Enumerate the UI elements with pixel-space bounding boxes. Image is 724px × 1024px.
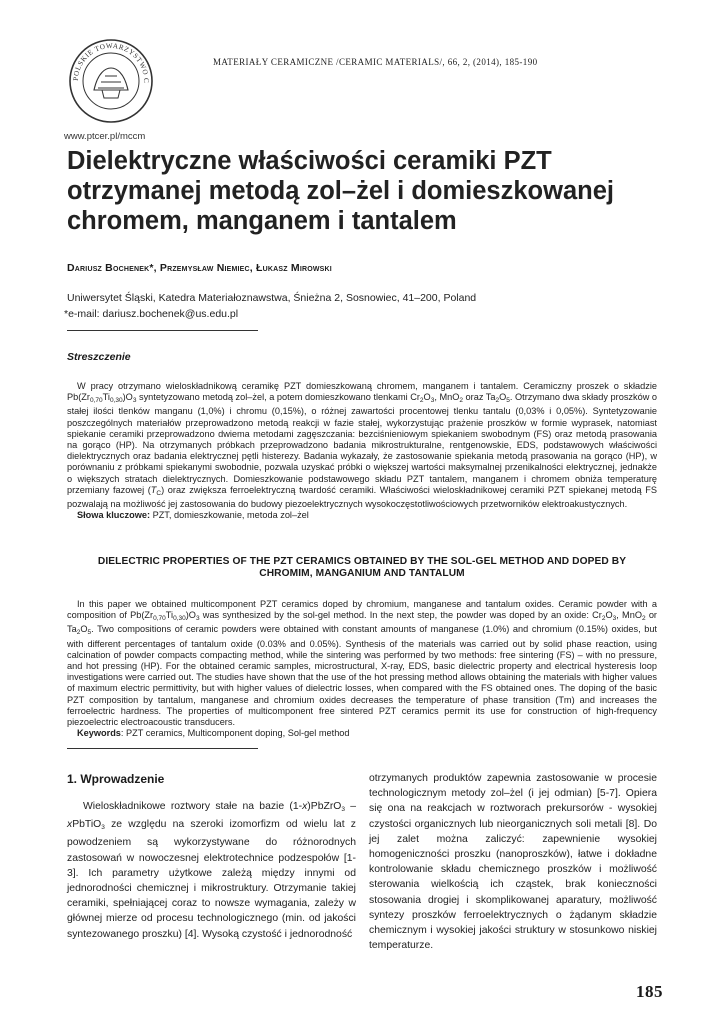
affiliation: Uniwersytet Śląski, Katedra Materiałoznawstwa, Śnieżna 2, Sosnowiec, 41–200, Poland (67, 292, 477, 304)
section-text-right-column (369, 771, 657, 953)
keywords-pl-values: PZT, domieszkowanie, metoda zol–żel (150, 510, 309, 521)
divider-line (67, 330, 258, 331)
article-title: Dielektryczne właściwości ceramiki PZT otrzymanej metodą zol–żel i domieszkowanej chromem, manganem i tantalem (67, 147, 614, 235)
journal-url[interactable]: www.ptcer.pl/mccm (64, 131, 146, 142)
english-title: DIELECTRIC PROPERTIES OF THE PZT CERAMICS OBTAINED BY THE SOL-GEL METHOD AND DOPED BY CHROMIM, MANGANIUM AND TANTALUM (97, 556, 627, 579)
abstract-pl (67, 381, 657, 521)
paragraph: otrzymanych produktów zapewnia zastosowanie w procesie technologicznym metody zol–żel (i jej odmian) [5-7]. Opiera się ona na reakcjach w roztworach prekursorów - wysokiej czystości organicznych lub nieorganicznych soli metali [8]. Do jej zalet można zaliczyć: zapewnienie wysokiej homogeniczności proszku (nanoproszków), łatwe i dokładne kontrolowanie składu chemicznego proszków i możliwość sterowania wielkością ich cząstek, brak konieczności stosowania drogiej i skomplikowanej aparatury, możliwość syntezy proszków ferroelektrycznych o żądanym składzie chemicznym i wysokiej jakości struktury w stosunkowo niskiej temperaturze. (369, 773, 657, 952)
abstract-en (67, 599, 657, 739)
svg-text:POLSKIE TOWARZYSTWO CERAMICZNE: POLSKIE TOWARZYSTWO C (71, 41, 151, 84)
journal-running-head: MATERIAŁY CERAMICZNE /CERAMIC MATERIALS/, 66, 2, (2014), 185-190 (213, 57, 538, 67)
keywords-pl-label: Słowa kluczowe: (77, 510, 151, 521)
keywords-pl (67, 510, 657, 521)
abstract-pl-text: W pracy otrzymano wieloskładnikową ceramikę PZT domieszkowaną chromem, manganem i tantalem. Ceramiczny proszek o składzie $Pb(Zr_{0,70}Ti_{0,30})O_3$ syntetyzowano metodą zol–żel, a potem domieszkowano tlenkami $Cr_2O_3$, MnO$_2$ oraz $Ta_2O_5$. Otrzymano dwa składy proszków o stałej ilości tlenków manganu (1,0%) i chromu (0,15%), o różnej zawartości procentowej tlenku tantalu (0,03% i 0,05%). Syntetyzowanie poszczególnych materiałów przeprowadzono metodą reakcji w fazie stałej, wykorzystując prażenie proszków w formie wyprasek, natomiast spiekanie ceramiki przeprowadzono dwiema metodami zagęszczania: bezciśnieniowym spiekaniem swobodnym (FS) oraz metodą prasowania na gorąco (HP). Na otrzymanych próbkach przeprowadzono badania mikrostrukturalne, rentgenowskie, EDS, podstawowych właściwości dielektrycznych oraz badania elektrycznej pętli histerezy. Badania wykazały, że zastosowanie spiekania metodą prasowania na gorąco (HP), w porównaniu z próbkami spiekanymi swobodnie, pozwala uzyskać próbki o większej wartości maksymalnej przenikalności elektrycznej, jednakże o większych stratach dielektrycznych. Domieszkowanie podstawowego składu PZT tantalem, manganem i chromem obniża temperaturę przemiany fazowej $(T_C)$ oraz zwiększa ferroelektryczną twardość ceramiki. Właściwości wieloskładnikowej ceramiki PZT spiekanej metodą FS pozwalają na możliwość jej zastosowania do budowy piezoelektrycznych wysokoczęstotliwościowych przetworników elektroakustycznych. (67, 381, 658, 510)
keywords-en-values: : PZT ceramics, Multicomponent doping, Sol-gel method (120, 728, 350, 739)
contact-email[interactable]: *e-mail: dariusz.bochenek@us.edu.pl (64, 308, 239, 320)
divider-line (67, 748, 258, 749)
paragraph: Wieloskładnikowe roztwory stałe na bazie (1-x)PbZrO$_3$ – xPbTiO$_3$ ze względu na szeroki izomorfizm od wielu lat z powodzeniem są wykorzystywane do różnorodnych zastosowań w nowoczesnej elektrotechnice podzespołów [1-3]. Ich parametry użytkowe zależą między innymi od jednorodności chemicznej i mikrostruktury. Otrzymanie takiej ceramiki, spełniającej coraz to nowsze wymagania, zależy w głównej mierze od procesu technologicznego (min. od jakości syntezowanego proszku) [4]. Wysoką czystość i jednorodność (67, 801, 357, 940)
keywords-en-label: Keywords (77, 728, 121, 739)
society-logo (68, 38, 154, 124)
page-number: 185 (636, 982, 663, 1001)
section-heading: 1. Wprowadzenie (67, 772, 165, 786)
section-text-left-column (67, 799, 356, 942)
author-list: Dariusz Bochenek*, Przemysław Niemiec, Łukasz Mirowski (67, 262, 332, 274)
keywords-en (67, 728, 657, 739)
abstract-en-text: In this paper we obtained multicomponent PZT ceramics doped by chromium, manganese and tantalum oxides. Ceramic powder with a composition of $Pb(Zr_{0,70}Ti_{0,30})O_3$ was synthesized by the sol-gel method. In the next step, the powder was doped by an oxide: $Cr_2O_3$, MnO$_2$ or $Ta_2O_5$. Two compositions of ceramic powders were obtained with constant amounts of manganese (1.0%) and chromium (0.15%) oxides, but with different percentages of tantalum oxide (0.03% and 0.05%). Synthesis of the materials was carried out by solid phase reaction, using calcination of powder compacts compacting method, while the sintering was performed by two methods: free sintering (FS) – with no pressure, and hot pressing (HP). For the obtained ceramic samples, microstructural, X-ray, EDS, basic dielectric property and electrical hysteresis loop investigations were carried out. The studies have shown that the use of the hot pressing method allows obtaining the materials with higher values of maximum electric permittivity, but with higher values of dielectric losses, when compared with the FS obtained ones. The doping of the basic PZT composition by tantalum, manganese and chromium oxides decreases the temperature of phase transition (Tm) and increases the ferroelectric hardness. The properties of multicomponent free sintered PZT ceramics permit its use for construction of high-frequency piezoelectric electroacoustic transducers. (67, 599, 657, 728)
abstract-heading: Streszczenie (67, 351, 131, 363)
